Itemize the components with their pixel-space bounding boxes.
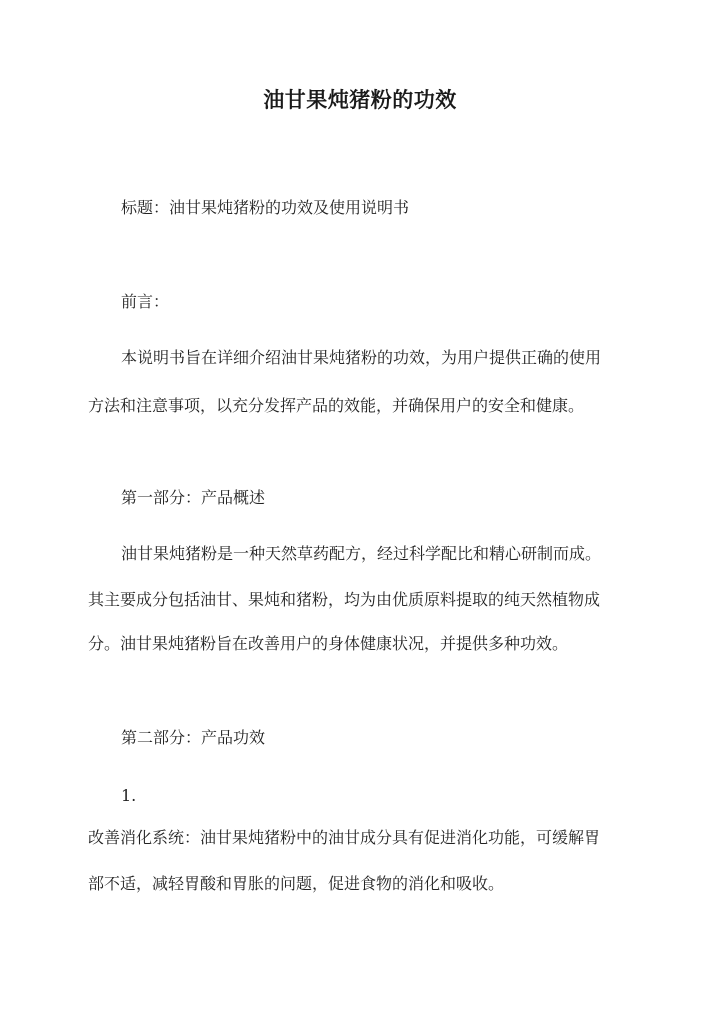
preface-heading: 前言： xyxy=(121,292,170,311)
item1-number: 1. xyxy=(121,786,137,805)
part2-heading: 第二部分：产品功效 xyxy=(121,728,266,747)
preface-line-1: 本说明书旨在详细介绍油甘果炖猪粉的功效，为用户提供正确的使用 xyxy=(121,348,602,367)
part1-line-3: 分。油甘果炖猪粉旨在改善用户的身体健康状况，并提供多种功效。 xyxy=(88,634,569,653)
document-title: 油甘果炖猪粉的功效 xyxy=(263,87,457,112)
part1-line-2: 其主要成分包括油甘、果炖和猪粉，均为由优质原料提取的纯天然植物成 xyxy=(88,590,601,609)
item1-line-1: 改善消化系统：油甘果炖猪粉中的油甘成分具有促进消化功能，可缓解胃 xyxy=(88,828,601,847)
preface-line-2: 方法和注意事项，以充分发挥产品的效能，并确保用户的安全和健康。 xyxy=(88,396,585,415)
part1-line-1: 油甘果炖猪粉是一种天然草药配方，经过科学配比和精心研制而成。 xyxy=(121,544,602,563)
part1-heading: 第一部分：产品概述 xyxy=(121,488,266,507)
subtitle-line: 标题：油甘果炖猪粉的功效及使用说明书 xyxy=(121,198,410,217)
item1-line-2: 部不适，减轻胃酸和胃胀的问题，促进食物的消化和吸收。 xyxy=(88,874,505,893)
